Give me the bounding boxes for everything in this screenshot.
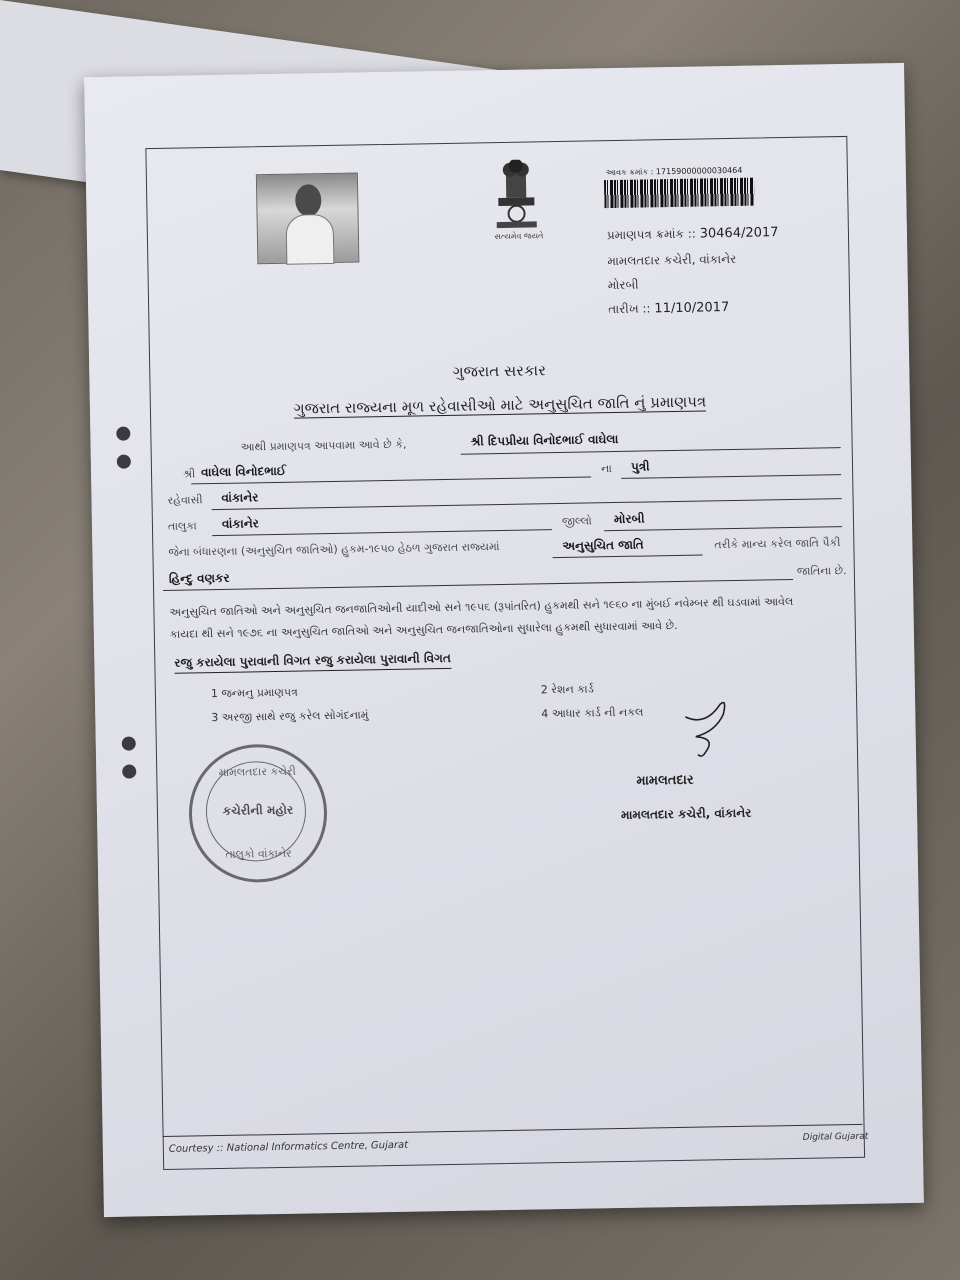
digital-gujarat-footer: Digital Gujarat	[802, 1131, 869, 1143]
document-item: 2 રેશન કાર્ડ	[540, 682, 594, 697]
document-item: 1 જન્મનુ પ્રમાણપત્ર	[210, 685, 298, 701]
caste-suffix: જાતિના છે.	[796, 564, 847, 578]
certificate-number	[607, 225, 779, 243]
barcode	[604, 178, 754, 209]
photo-head	[295, 184, 322, 216]
signatory-designation: મામલતદાર	[636, 772, 694, 789]
emblem-caption: સત્યમેવ જયતે	[494, 231, 544, 242]
signatory-office: મામલતદાર કચેરી, વાંકાનેર	[620, 805, 752, 822]
relation: પુત્રી	[630, 459, 650, 474]
father-name: વાઘેલા વિનોદભાઈ	[200, 463, 287, 480]
documents-header: રજુ કરાયેલા પુરાવાની વિગત રજુ કરાયેલા પુરાવાની વિગત	[174, 651, 451, 674]
district-label: જીલ્લો	[561, 514, 592, 528]
punch-hole	[122, 764, 136, 778]
punch-hole	[117, 454, 131, 468]
resident-label: રહેવાસી	[167, 493, 203, 507]
issue-date-value: 11/10/2017	[654, 300, 730, 317]
government-heading: ગુજરાત સરકાર	[452, 361, 547, 381]
resident-place: વાંકાનેર	[221, 490, 259, 505]
document-item: 3 અરજી સાથે રજુ કરેલ સોગંદનામું	[211, 708, 369, 725]
national-emblem-icon	[486, 159, 547, 240]
punch-holes-bottom	[122, 736, 137, 792]
taluka-value: વાંકાનેર	[221, 516, 260, 531]
seal-bottom-text: તાલુકો વાંકાનેર	[225, 846, 292, 861]
seal-top-text: મામલતદાર કચેરી	[218, 764, 296, 779]
recognized-text: તરીકે માન્ય કરેલ જાતિ પૈકી	[714, 536, 841, 552]
order-text: જેના બંધારણના (અનુસુચિત જાતિઓ) હુકમ-૧૯૫૦ હેઠળ ગુજરાત રાજ્યમાં	[168, 540, 500, 559]
certificate-number-label: પ્રમાણપત્ર ક્રમાંક ::	[606, 226, 696, 243]
document-item: 4 આધાર કાર્ડ ની નકલ	[541, 705, 644, 721]
legal-paragraph: અનુસુચિત જાતિઓ અને અનુસુચિત જનજાતિઓની યાદીઓ સને ૧૯૫૬ (રૂપાંતરિત) હુકમથી સને ૧૯૬૦ ના મુંબઈ નવેમ્બર થી ઘડવામાં આવેલ કાયદા થી સને ૧૯૭૬ ના અનુસુચિત જાતિઓ અને અનુસુચિત જનજાતિઓના સુધારેલા હુકમથી સુધારવામાં આવે છે.	[169, 594, 794, 641]
issuing-district: મોરબી	[607, 277, 639, 293]
signature-icon	[675, 696, 756, 767]
applicant-name: શ્રી દિપપ્રીયા વિનોદભાઈ વાઘેલા	[470, 431, 619, 449]
issue-date	[608, 300, 729, 317]
issue-date-label: તારીખ ::	[608, 301, 651, 317]
applicant-photo	[256, 172, 360, 264]
photo-body	[286, 214, 335, 265]
district-value: મોરબી	[613, 511, 645, 527]
punch-holes-top	[116, 426, 131, 482]
shri-label: શ્રી	[182, 467, 196, 481]
caste-value: હિન્દુ વણકર	[168, 570, 230, 586]
taluka-label: તાલુકા	[167, 519, 197, 533]
certificate-number-value: 30464/2017	[699, 225, 779, 242]
category-value: અનુસુચિત જાતિ	[562, 537, 644, 553]
seal-center-text: કચેરીની મહોર	[222, 802, 294, 818]
barcode-number: આવક ક્રમાંક : 17159000000030464	[605, 165, 743, 178]
certificate-page	[84, 63, 924, 1217]
na-label: ના	[600, 462, 613, 476]
punch-hole	[116, 426, 130, 440]
punch-hole	[122, 736, 136, 750]
certificate-title-text: ગુજરાત રાજ્યના મૂળ રહેવાસીઓ માટે અનુસુચિત જાતિ નું પ્રમાણપત્ર	[293, 392, 707, 418]
issuing-office: મામલતદાર કચેરી, વાંકાનેર	[607, 251, 737, 269]
courtesy-footer: Courtesy :: National Informatics Centre, Gujarat	[168, 1139, 409, 1155]
certificate-border	[145, 136, 865, 1170]
intro-text: આથી પ્રમાણપત્ર આપવામા આવે છે કે,	[240, 437, 407, 454]
